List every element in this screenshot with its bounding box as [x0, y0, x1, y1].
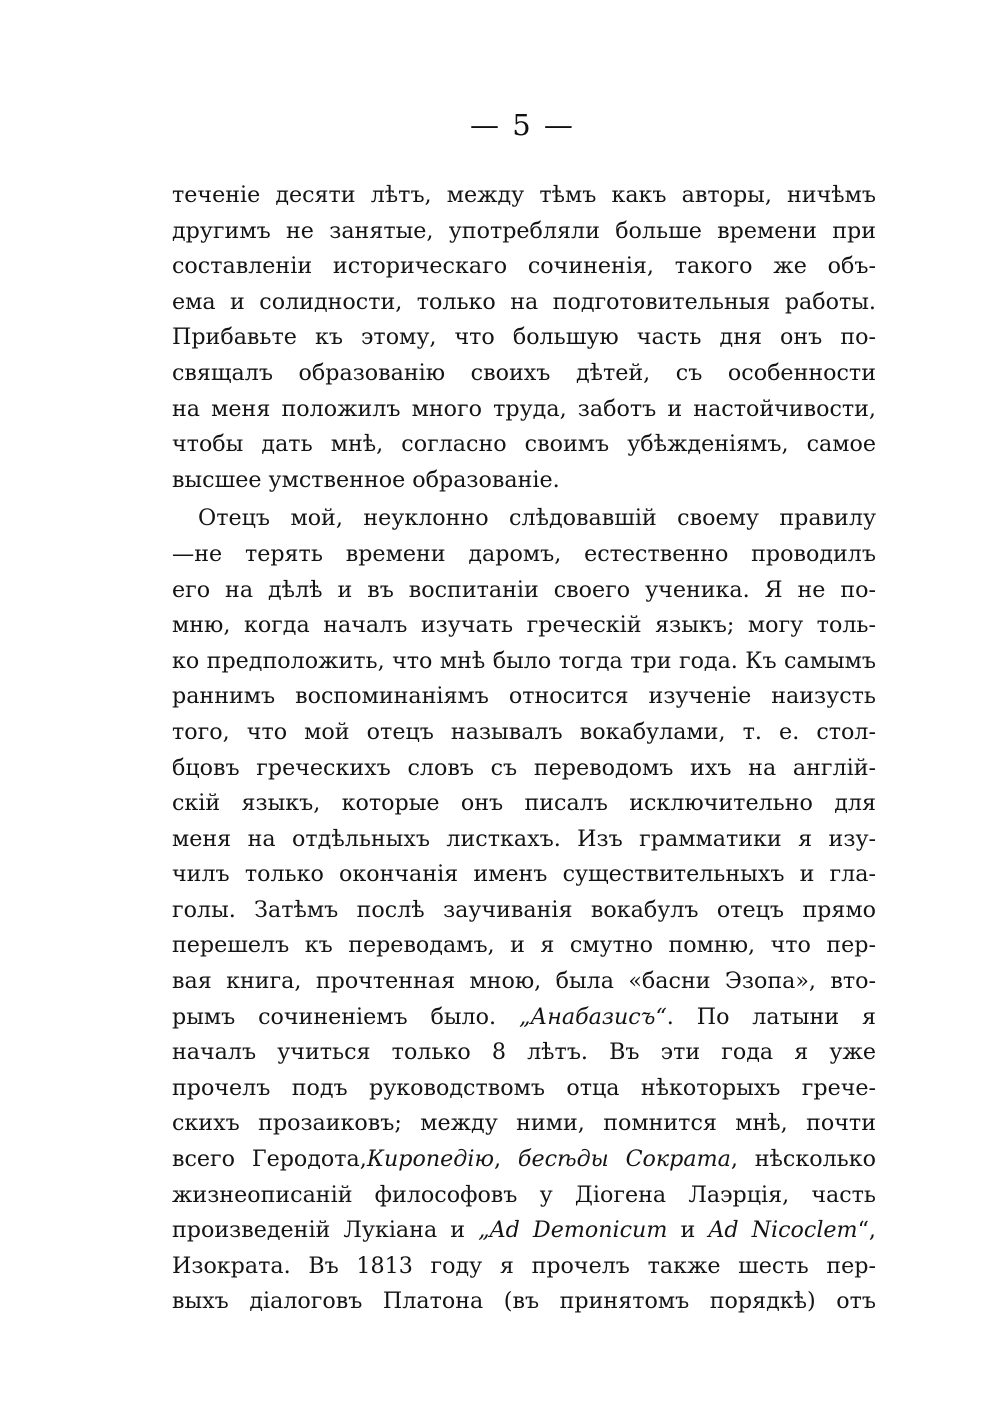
- text-line: ема и солидности, только на подготовительныя работы.: [172, 288, 876, 315]
- text-line: меня на отдѣльныхъ листкахъ. Изъ грамматики я изу-: [172, 825, 876, 852]
- text-line: того, что мой отецъ называлъ вокабулами, т. е. стол-: [172, 718, 876, 745]
- text-segment: . По латыни я: [666, 1003, 876, 1030]
- text-line: чтобы дать мнѣ, согласно своимъ убѣжденіямъ, самое: [172, 431, 876, 458]
- text-line: мню, когда началъ изучать греческій языкъ; могу толь-: [172, 612, 876, 639]
- text-line: выхъ діалоговъ Платона (въ принятомъ порядкѣ) отъ: [172, 1288, 876, 1315]
- text-segment: всего Геродота,: [172, 1146, 367, 1173]
- text-line: высшее умственное образованіе.: [172, 466, 560, 493]
- text-segment: , нѣсколько: [730, 1146, 876, 1173]
- text-segment: “,: [857, 1217, 876, 1244]
- text-line: теченіе десяти лѣтъ, между тѣмъ какъ авторы, ничѣмъ: [172, 182, 876, 208]
- body-text: [172, 178, 876, 1320]
- text-line: прочелъ подъ руководствомъ отца нѣкоторыхъ грече-: [172, 1074, 876, 1101]
- text-line: Отецъ мой, неуклонно слѣдовавшій своему правилу: [198, 505, 876, 532]
- text-line: свящалъ образованію своихъ дѣтей, съ особенности: [172, 359, 876, 386]
- italic-title-ad-demonicum: „Ad Demonicum: [478, 1217, 668, 1244]
- italic-title-anabasis: „Анабазисъ“: [518, 1003, 667, 1030]
- text-line: началъ учиться только 8 лѣтъ. Въ эти года я уже: [172, 1039, 876, 1066]
- text-line: —не терять времени даромъ, естественно проводилъ: [172, 540, 876, 567]
- text-line: Изократа. Въ 1813 году я прочелъ также шесть пер-: [172, 1252, 876, 1279]
- text-line: его на дѣлѣ и въ воспитаніи своего ученика. Я не по-: [172, 576, 876, 603]
- text-line: ко предположить, что мнѣ было тогда три года. Къ самымъ: [172, 647, 876, 674]
- text-line-herodotus: [172, 1142, 876, 1178]
- italic-title-cyropaedia: Киропедію: [366, 1146, 494, 1173]
- text-segment: произведеній Лукіана и: [172, 1217, 466, 1244]
- text-segment: рымъ сочиненіемъ было: [172, 1003, 489, 1030]
- text-line: на меня положилъ много труда, заботъ и настойчивости,: [172, 395, 876, 422]
- italic-title-ad-nicoclem: Ad Nicoclem: [708, 1217, 858, 1244]
- text-line: бцовъ греческихъ словъ съ переводомъ ихъ на англій-: [172, 754, 876, 781]
- text-line: другимъ не занятые, употребляли больше времени при: [172, 217, 876, 244]
- text-line: голы. Затѣмъ послѣ заучиванія вокабулъ отецъ прямо: [172, 896, 876, 923]
- text-line: составленіи историческаго сочиненія, такого же объ-: [172, 253, 876, 280]
- text-line: вая книга, прочтенная мною, была «басни Эзопа», вто-: [172, 968, 876, 995]
- text-line: жизнеописаній философовъ у Діогена Лаэрція, часть: [172, 1181, 876, 1208]
- page-number: — 5 —: [470, 108, 575, 142]
- text-line-lucian: [172, 1213, 876, 1249]
- text-segment: .: [489, 1003, 497, 1030]
- text-line: перешелъ къ переводамъ, и я смутно помню, что пер-: [172, 932, 876, 959]
- text-line: чилъ только окончанія именъ существительныхъ и гла-: [172, 861, 876, 888]
- text-segment: и: [680, 1217, 696, 1244]
- text-line: скій языкъ, которые онъ писалъ исключительно для: [172, 790, 876, 817]
- text-segment: ,: [493, 1146, 502, 1173]
- italic-title-socrates: бесѣды Сократа: [517, 1146, 731, 1173]
- text-line: Прибавьте къ этому, что большую часть дня онъ по-: [172, 324, 876, 351]
- text-line: скихъ прозаиковъ; между ними, помнится мнѣ, почти: [172, 1110, 876, 1137]
- text-line: раннимъ воспоминаніямъ относится изученіе наизусть: [172, 683, 876, 710]
- text-line-anabasis: [172, 1000, 876, 1036]
